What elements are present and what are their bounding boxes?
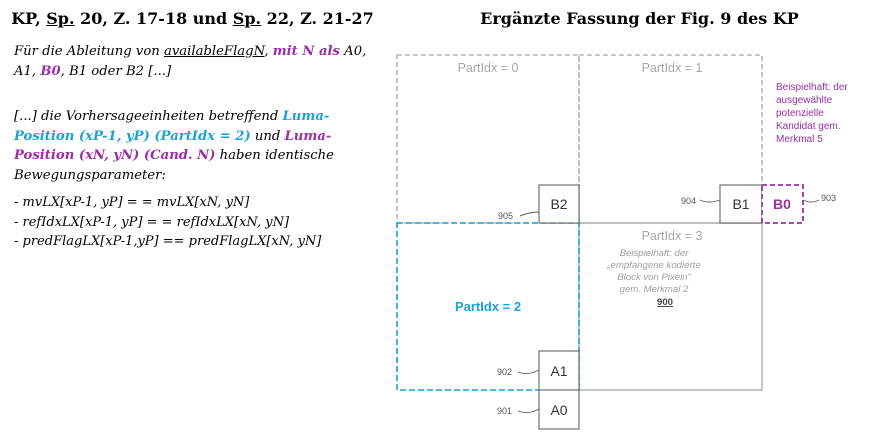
b0-note-line: Kandidat gem. bbox=[776, 121, 841, 132]
block-label-line: Beispielhaft: der bbox=[619, 248, 689, 259]
cell-b1-label: B1 bbox=[732, 196, 750, 212]
ref-905: 905 bbox=[498, 211, 514, 221]
partidx1-label: PartIdx = 1 bbox=[641, 61, 703, 75]
b0-note-line: potenzielle bbox=[776, 108, 824, 119]
block-label-line: „empfangene kodierte bbox=[607, 260, 701, 271]
ref-904: 904 bbox=[681, 196, 697, 206]
text: , bbox=[264, 44, 273, 59]
b0-note-line: ausgewählte bbox=[776, 95, 833, 106]
leader-905 bbox=[520, 212, 539, 216]
ref-903: 903 bbox=[821, 193, 837, 203]
leader-903 bbox=[803, 200, 819, 202]
partidx2-label: PartIdx = 2 bbox=[454, 299, 522, 314]
ref-901: 901 bbox=[497, 406, 513, 416]
text: [...] die Vorhersageeinheiten betreffend bbox=[14, 109, 283, 124]
list-item: - refIdxLX[xP-1, yP] = = refIdxLX[xN, yN] bbox=[14, 214, 290, 230]
leader-904 bbox=[700, 200, 720, 202]
text: Luma-Position (xP-1, yP) (PartIdx = 2) bbox=[14, 109, 330, 144]
leader-902 bbox=[518, 370, 539, 374]
title-part: Sp. bbox=[46, 9, 75, 28]
cell-a1-label: A1 bbox=[550, 363, 568, 379]
block-label-line: Block von Pixeln“ bbox=[617, 272, 691, 283]
text: und bbox=[250, 128, 285, 144]
block-ref: 900 bbox=[656, 297, 674, 308]
list-item: - predFlagLX[xP-1,yP] == predFlagLX[xN, yN] bbox=[14, 234, 322, 249]
ref-902: 902 bbox=[497, 367, 513, 377]
partidx3-label: PartIdx = 3 bbox=[641, 229, 703, 243]
leader-901 bbox=[518, 409, 539, 413]
right-title: Ergänzte Fassung der Fig. 9 des KP bbox=[480, 9, 799, 28]
cell-a0-label: A0 bbox=[550, 402, 568, 418]
cell-b0-label: B0 bbox=[773, 196, 791, 212]
partidx0-label: PartIdx = 0 bbox=[457, 61, 519, 75]
block-label-line: gem. Merkmal 2 bbox=[619, 284, 689, 295]
text: mit N als bbox=[272, 44, 340, 59]
text: availableFlagN bbox=[164, 44, 265, 59]
text: , B1 oder B2 [...] bbox=[60, 63, 172, 79]
text: Luma-Position (xN, yN) (Cand. N) bbox=[14, 128, 332, 163]
text: A0, A1, bbox=[14, 44, 367, 79]
text: haben identische Bewegungsparameter: bbox=[14, 148, 334, 183]
text: Für die Ableitung von bbox=[14, 44, 164, 59]
list-item: - mvLX[xP-1, yP] = = mvLX[xN, yN] bbox=[14, 195, 250, 210]
title-part: Sp. bbox=[232, 9, 262, 28]
b0-note-line: Beispielhaft: der bbox=[776, 82, 848, 93]
b0-note-line: Merkmal 5 bbox=[776, 134, 823, 145]
text: B0 bbox=[40, 63, 61, 79]
title-part: 20, Z. 17-18 und bbox=[74, 9, 233, 28]
title-part: KP, bbox=[11, 9, 47, 28]
cell-b2-label: B2 bbox=[550, 196, 568, 212]
title-part: 22, Z. 21-27 bbox=[261, 9, 374, 28]
